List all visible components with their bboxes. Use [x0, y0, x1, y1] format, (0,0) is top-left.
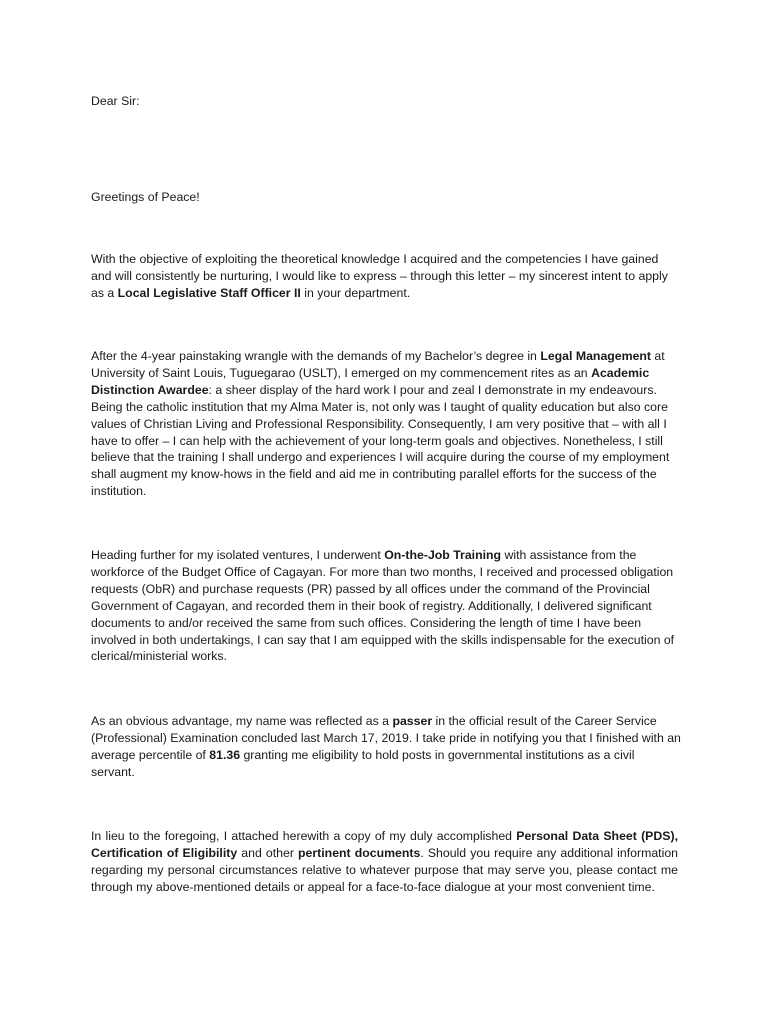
paragraph-text: in the official result of the Career Service (Professional) Examination concluded last March 17, 2019. I take pride in notifying you that I finished with an average percentile of: [91, 714, 681, 762]
percentile-value: 81.36: [209, 747, 241, 762]
paragraph-text: in your department.: [300, 285, 411, 300]
paragraph-text: With the objective of exploiting the theoretical knowledge I acquired and the competencies I have gained and will consistently be nurturing, I would like to express – through this letter – my sincerest intent to apply as a: [91, 252, 668, 300]
paragraph-training: [91, 547, 681, 665]
paragraph-attachments: [91, 828, 678, 896]
paragraph-education: [91, 348, 681, 500]
greeting: Greetings of Peace!: [91, 190, 200, 204]
paragraph-text: . Should you require any additional information regarding my personal circumstances relative to whatever purpose that may serve you, please contact me through my above-mentioned details or appeal for a face-to-face dialogue at your most convenient time.: [91, 845, 678, 894]
paragraph-text: Heading further for my isolated ventures, I underwent: [91, 548, 385, 562]
attached-documents: Personal Data Sheet (PDS), Certification of Eligibility: [91, 829, 678, 860]
paragraph-text: and other: [237, 845, 299, 860]
paragraph-text: with assistance from the workforce of the Budget Office of Cagayan. For more than two months, I received and processed obligation requests (ObR) and purchase requests (PR) passed by all offices under the command of the Provincial Government of Cagayan, and recorded them in their book of registry. Additionally, I delivered significant documents to and/or received the same from such offices. Considering the length of time I have been involved in both undertakings, I can say that I am equipped with the skills indispensable for the execution of clerical/ministerial works.: [91, 548, 675, 664]
paragraph-text: at University of Saint Louis, Tuguegarao (USLT), I emerged on my commencement rites as an: [91, 349, 665, 380]
pertinent-documents: pertinent documents: [298, 845, 421, 860]
paragraph-intent: [91, 251, 681, 302]
paragraph-text: As an obvious advantage, my name was reflected as a: [91, 714, 393, 728]
award-name: Academic Distinction Awardee: [91, 365, 650, 397]
paragraph-text: : a sheer display of the hard work I pour and zeal I demonstrate in my endeavours. Being the catholic institution that my Alma Mater is, not only was I taught of quality education but also core values of Christian Living and Professional Responsibility. Consequently, I am very positive that – with all I have to offer – I can help with the achievement of your long-term goals and objectives. Nonetheless, I still believe that the training I shall undergo and experiences I will acquire during the course of my employment shall augment my know-hows in the field and aid me in contributing parallel efforts for the success of the institution.: [91, 382, 670, 499]
paragraph-eligibility: [91, 713, 681, 781]
salutation: Dear Sir:: [91, 94, 140, 108]
passer-label: passer: [392, 714, 433, 728]
position-title: Local Legislative Staff Officer II: [117, 285, 301, 300]
training-name: On-the-Job Training: [384, 548, 502, 562]
paragraph-text: granting me eligibility to hold posts in governmental institutions as a civil servant.: [91, 747, 635, 779]
degree-name: Legal Management: [540, 349, 652, 363]
paragraph-text: After the 4-year painstaking wrangle with the demands of my Bachelor’s degree in: [91, 349, 541, 363]
paragraph-text: In lieu to the foregoing, I attached herewith a copy of my duly accomplished: [91, 829, 517, 843]
